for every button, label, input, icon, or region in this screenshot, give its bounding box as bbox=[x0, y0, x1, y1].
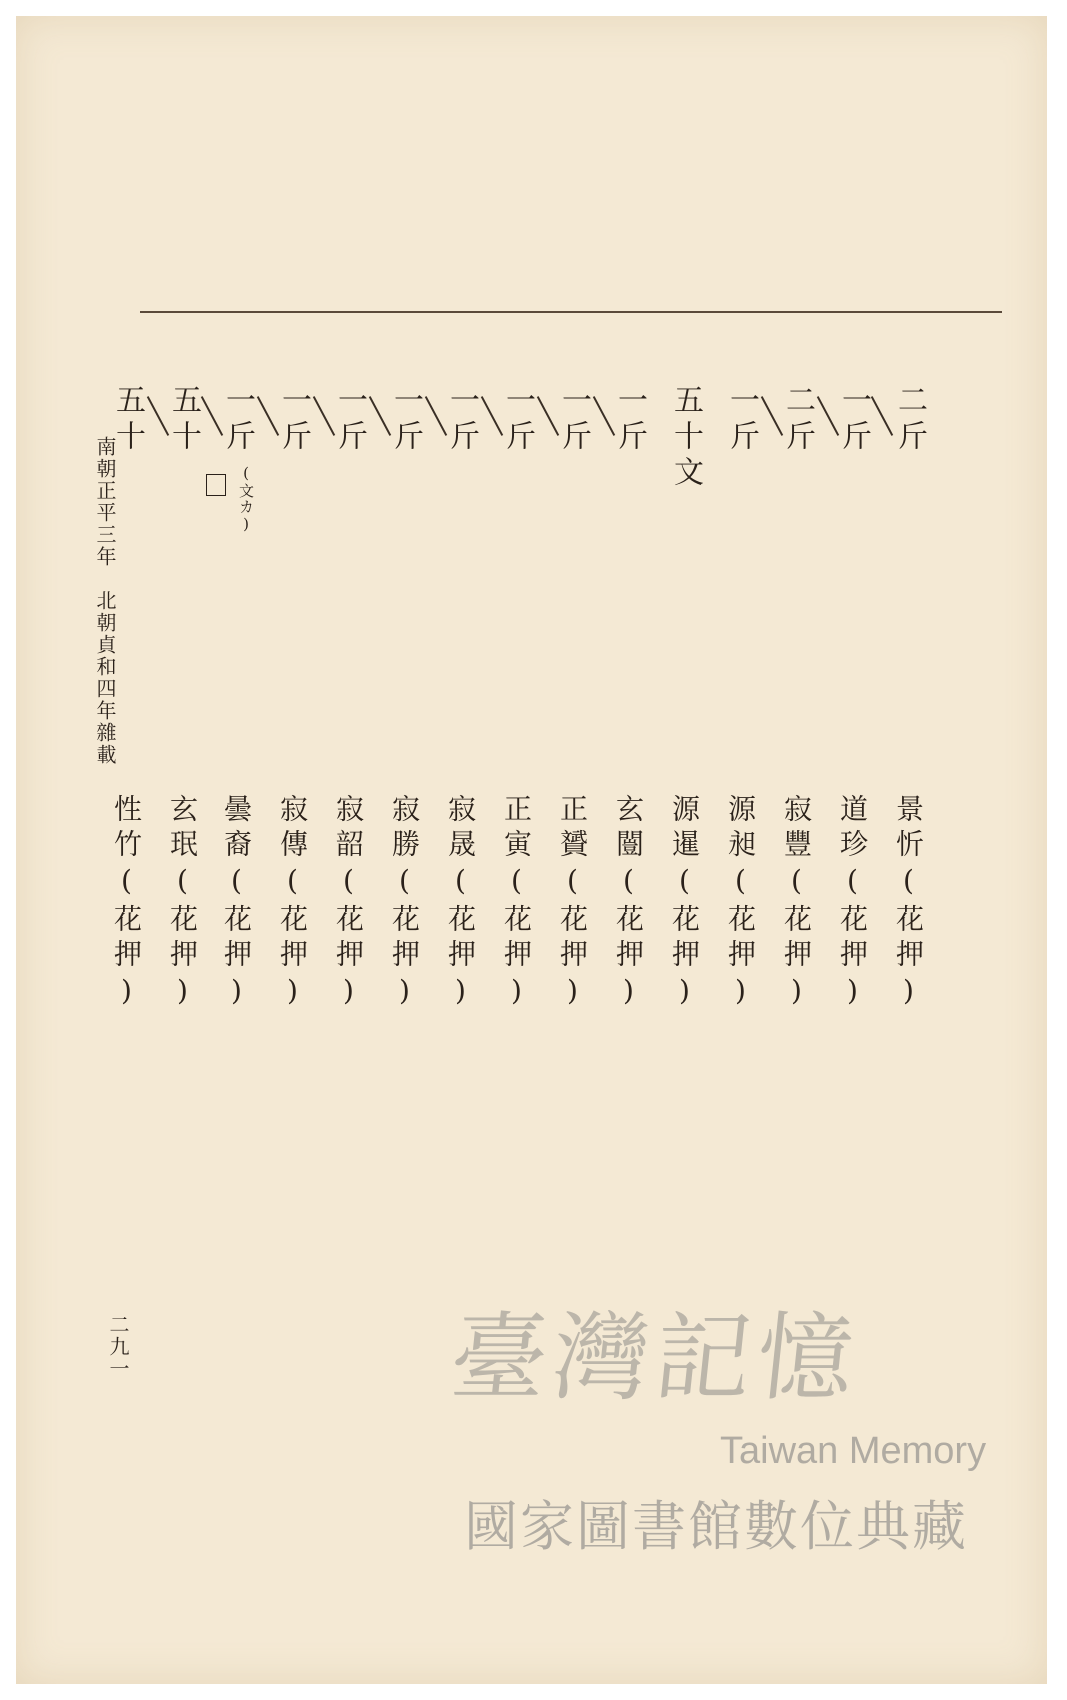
quantity: 一斤 bbox=[500, 384, 535, 456]
quantity: 二斤 bbox=[780, 384, 815, 456]
signatory: 玄珉(花押) bbox=[166, 794, 199, 1014]
signatory: 景忻(花押) bbox=[892, 794, 925, 1014]
slash-mark bbox=[871, 396, 893, 436]
signatory: 寂晟(花押) bbox=[444, 794, 477, 1014]
quantity: 一斤 bbox=[444, 384, 479, 456]
watermark-org: 國家圖書館數位典藏 bbox=[464, 1495, 968, 1558]
quantity: 五十 bbox=[110, 384, 145, 456]
running-header: 南朝正平三年 北朝貞和四年雜載 bbox=[93, 436, 117, 766]
signatory: 曇裔(花押) bbox=[220, 794, 253, 1014]
missing-char-box bbox=[206, 474, 226, 496]
quantity: 一斤 bbox=[612, 384, 647, 456]
quantity: 五十文 bbox=[668, 384, 703, 492]
quantity: 一斤 bbox=[556, 384, 591, 456]
signatory: 玄闓(花押) bbox=[612, 794, 645, 1014]
quantity: 五十 bbox=[166, 384, 201, 456]
signatory: 寂傳(花押) bbox=[276, 794, 309, 1014]
quantity: 一斤 bbox=[388, 384, 423, 456]
watermark-calligraphy: 臺灣記憶 bbox=[445, 1302, 866, 1414]
quantity: 一斤 bbox=[724, 384, 759, 456]
signatory: 寂勝(花押) bbox=[388, 794, 421, 1014]
signatory: 正贇(花押) bbox=[556, 794, 589, 1014]
quantity: 一斤 bbox=[276, 384, 311, 456]
annotation: (文カ) bbox=[237, 464, 255, 534]
signatory: 道珍(花押) bbox=[836, 794, 869, 1014]
signatory: 正寅(花押) bbox=[500, 794, 533, 1014]
quantity: 一斤 bbox=[332, 384, 367, 456]
signatory: 性竹(花押) bbox=[110, 794, 143, 1014]
signatory: 寂韶(花押) bbox=[332, 794, 365, 1014]
signatory: 寂豐(花押) bbox=[780, 794, 813, 1014]
quantity: 一斤 bbox=[220, 384, 255, 456]
quantity: 二斤 bbox=[892, 384, 927, 456]
quantity: 一斤 bbox=[836, 384, 871, 456]
signatory: 源暹(花押) bbox=[668, 794, 701, 1014]
page-number: 二九一 bbox=[106, 1314, 130, 1380]
signatory: 源昶(花押) bbox=[724, 794, 757, 1014]
top-rule bbox=[140, 311, 1002, 313]
watermark-english: Taiwan Memory bbox=[720, 1430, 987, 1472]
